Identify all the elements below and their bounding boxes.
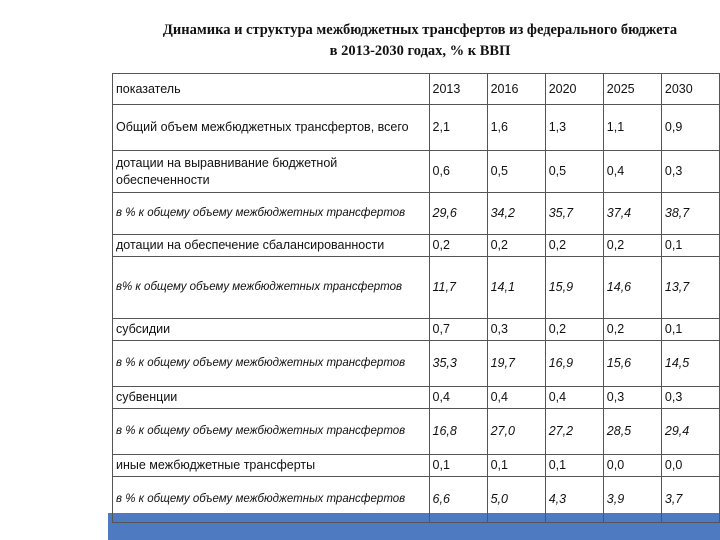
value-cell: 19,7 (487, 341, 545, 387)
header-row (113, 74, 720, 105)
transfers-table (112, 73, 720, 523)
value-cell: 14,1 (487, 257, 545, 319)
value-cell: 0,5 (545, 151, 603, 193)
value-cell: 3,9 (603, 477, 661, 523)
header-year-cell: 2020 (545, 74, 603, 105)
row-label: дотации на обеспечение сбалансированности (113, 235, 430, 257)
value-cell: 13,7 (661, 257, 719, 319)
header-year-cell: 2030 (661, 74, 719, 105)
value-cell: 3,7 (661, 477, 719, 523)
value-cell: 0,2 (603, 319, 661, 341)
value-cell: 2,1 (429, 105, 487, 151)
value-cell: 0,2 (545, 319, 603, 341)
value-cell: 37,4 (603, 193, 661, 235)
value-cell: 0,1 (661, 235, 719, 257)
table-row (113, 387, 720, 409)
table-row (113, 409, 720, 455)
row-label: в % к общему объему межбюджетных трансфертов (113, 193, 430, 235)
value-cell: 0,3 (661, 151, 719, 193)
value-cell: 1,6 (487, 105, 545, 151)
value-cell: 28,5 (603, 409, 661, 455)
table-row (113, 151, 720, 193)
page-title (120, 20, 720, 62)
value-cell: 29,4 (661, 409, 719, 455)
table-row (113, 341, 720, 387)
table-row (113, 105, 720, 151)
value-cell: 35,7 (545, 193, 603, 235)
value-cell: 11,7 (429, 257, 487, 319)
value-cell: 27,0 (487, 409, 545, 455)
row-label: субвенции (113, 387, 430, 409)
value-cell: 14,6 (603, 257, 661, 319)
value-cell: 0,2 (429, 235, 487, 257)
row-label: субсидии (113, 319, 430, 341)
table-row (113, 235, 720, 257)
title-line-2: в 2013-2030 годах, % к ВВП (329, 43, 511, 59)
value-cell: 35,3 (429, 341, 487, 387)
row-label: Общий объем межбюджетных трансфертов, всего (113, 105, 430, 151)
table-row (113, 319, 720, 341)
row-label: дотации на выравнивание бюджетной обеспеченности (113, 151, 430, 193)
value-cell: 29,6 (429, 193, 487, 235)
value-cell: 14,5 (661, 341, 719, 387)
value-cell: 0,5 (487, 151, 545, 193)
header-label-cell: показатель (113, 74, 430, 105)
value-cell: 0,0 (661, 455, 719, 477)
value-cell: 0,9 (661, 105, 719, 151)
value-cell: 1,3 (545, 105, 603, 151)
value-cell: 5,0 (487, 477, 545, 523)
value-cell: 38,7 (661, 193, 719, 235)
value-cell: 4,3 (545, 477, 603, 523)
row-label: иные межбюджетные трансферты (113, 455, 430, 477)
value-cell: 0,4 (487, 387, 545, 409)
value-cell: 0,3 (487, 319, 545, 341)
row-label: в % к общему объему межбюджетных трансфертов (113, 477, 430, 523)
value-cell: 0,3 (603, 387, 661, 409)
value-cell: 15,9 (545, 257, 603, 319)
value-cell: 0,0 (603, 455, 661, 477)
value-cell: 27,2 (545, 409, 603, 455)
value-cell: 0,7 (429, 319, 487, 341)
table-row (113, 193, 720, 235)
row-label: в % к общему объему межбюджетных трансфертов (113, 341, 430, 387)
value-cell: 0,2 (603, 235, 661, 257)
value-cell: 16,9 (545, 341, 603, 387)
title-line-1: Динамика и структура межбюджетных трансфертов из федерального бюджета (162, 22, 678, 38)
table-row (113, 455, 720, 477)
value-cell: 15,6 (603, 341, 661, 387)
header-year-cell: 2016 (487, 74, 545, 105)
value-cell: 0,2 (487, 235, 545, 257)
table-row (113, 477, 720, 523)
header-year-cell: 2013 (429, 74, 487, 105)
row-label: в % к общему объему межбюджетных трансфертов (113, 409, 430, 455)
value-cell: 0,1 (487, 455, 545, 477)
value-cell: 6,6 (429, 477, 487, 523)
value-cell: 34,2 (487, 193, 545, 235)
value-cell: 0,4 (603, 151, 661, 193)
value-cell: 16,8 (429, 409, 487, 455)
value-cell: 0,1 (661, 319, 719, 341)
value-cell: 0,3 (661, 387, 719, 409)
value-cell: 0,4 (545, 387, 603, 409)
table-row (113, 257, 720, 319)
value-cell: 0,4 (429, 387, 487, 409)
header-year-cell: 2025 (603, 74, 661, 105)
row-label: в% к общему объему межбюджетных трансфертов (113, 257, 430, 319)
value-cell: 0,2 (545, 235, 603, 257)
value-cell: 1,1 (603, 105, 661, 151)
value-cell: 0,1 (545, 455, 603, 477)
value-cell: 0,6 (429, 151, 487, 193)
value-cell: 0,1 (429, 455, 487, 477)
